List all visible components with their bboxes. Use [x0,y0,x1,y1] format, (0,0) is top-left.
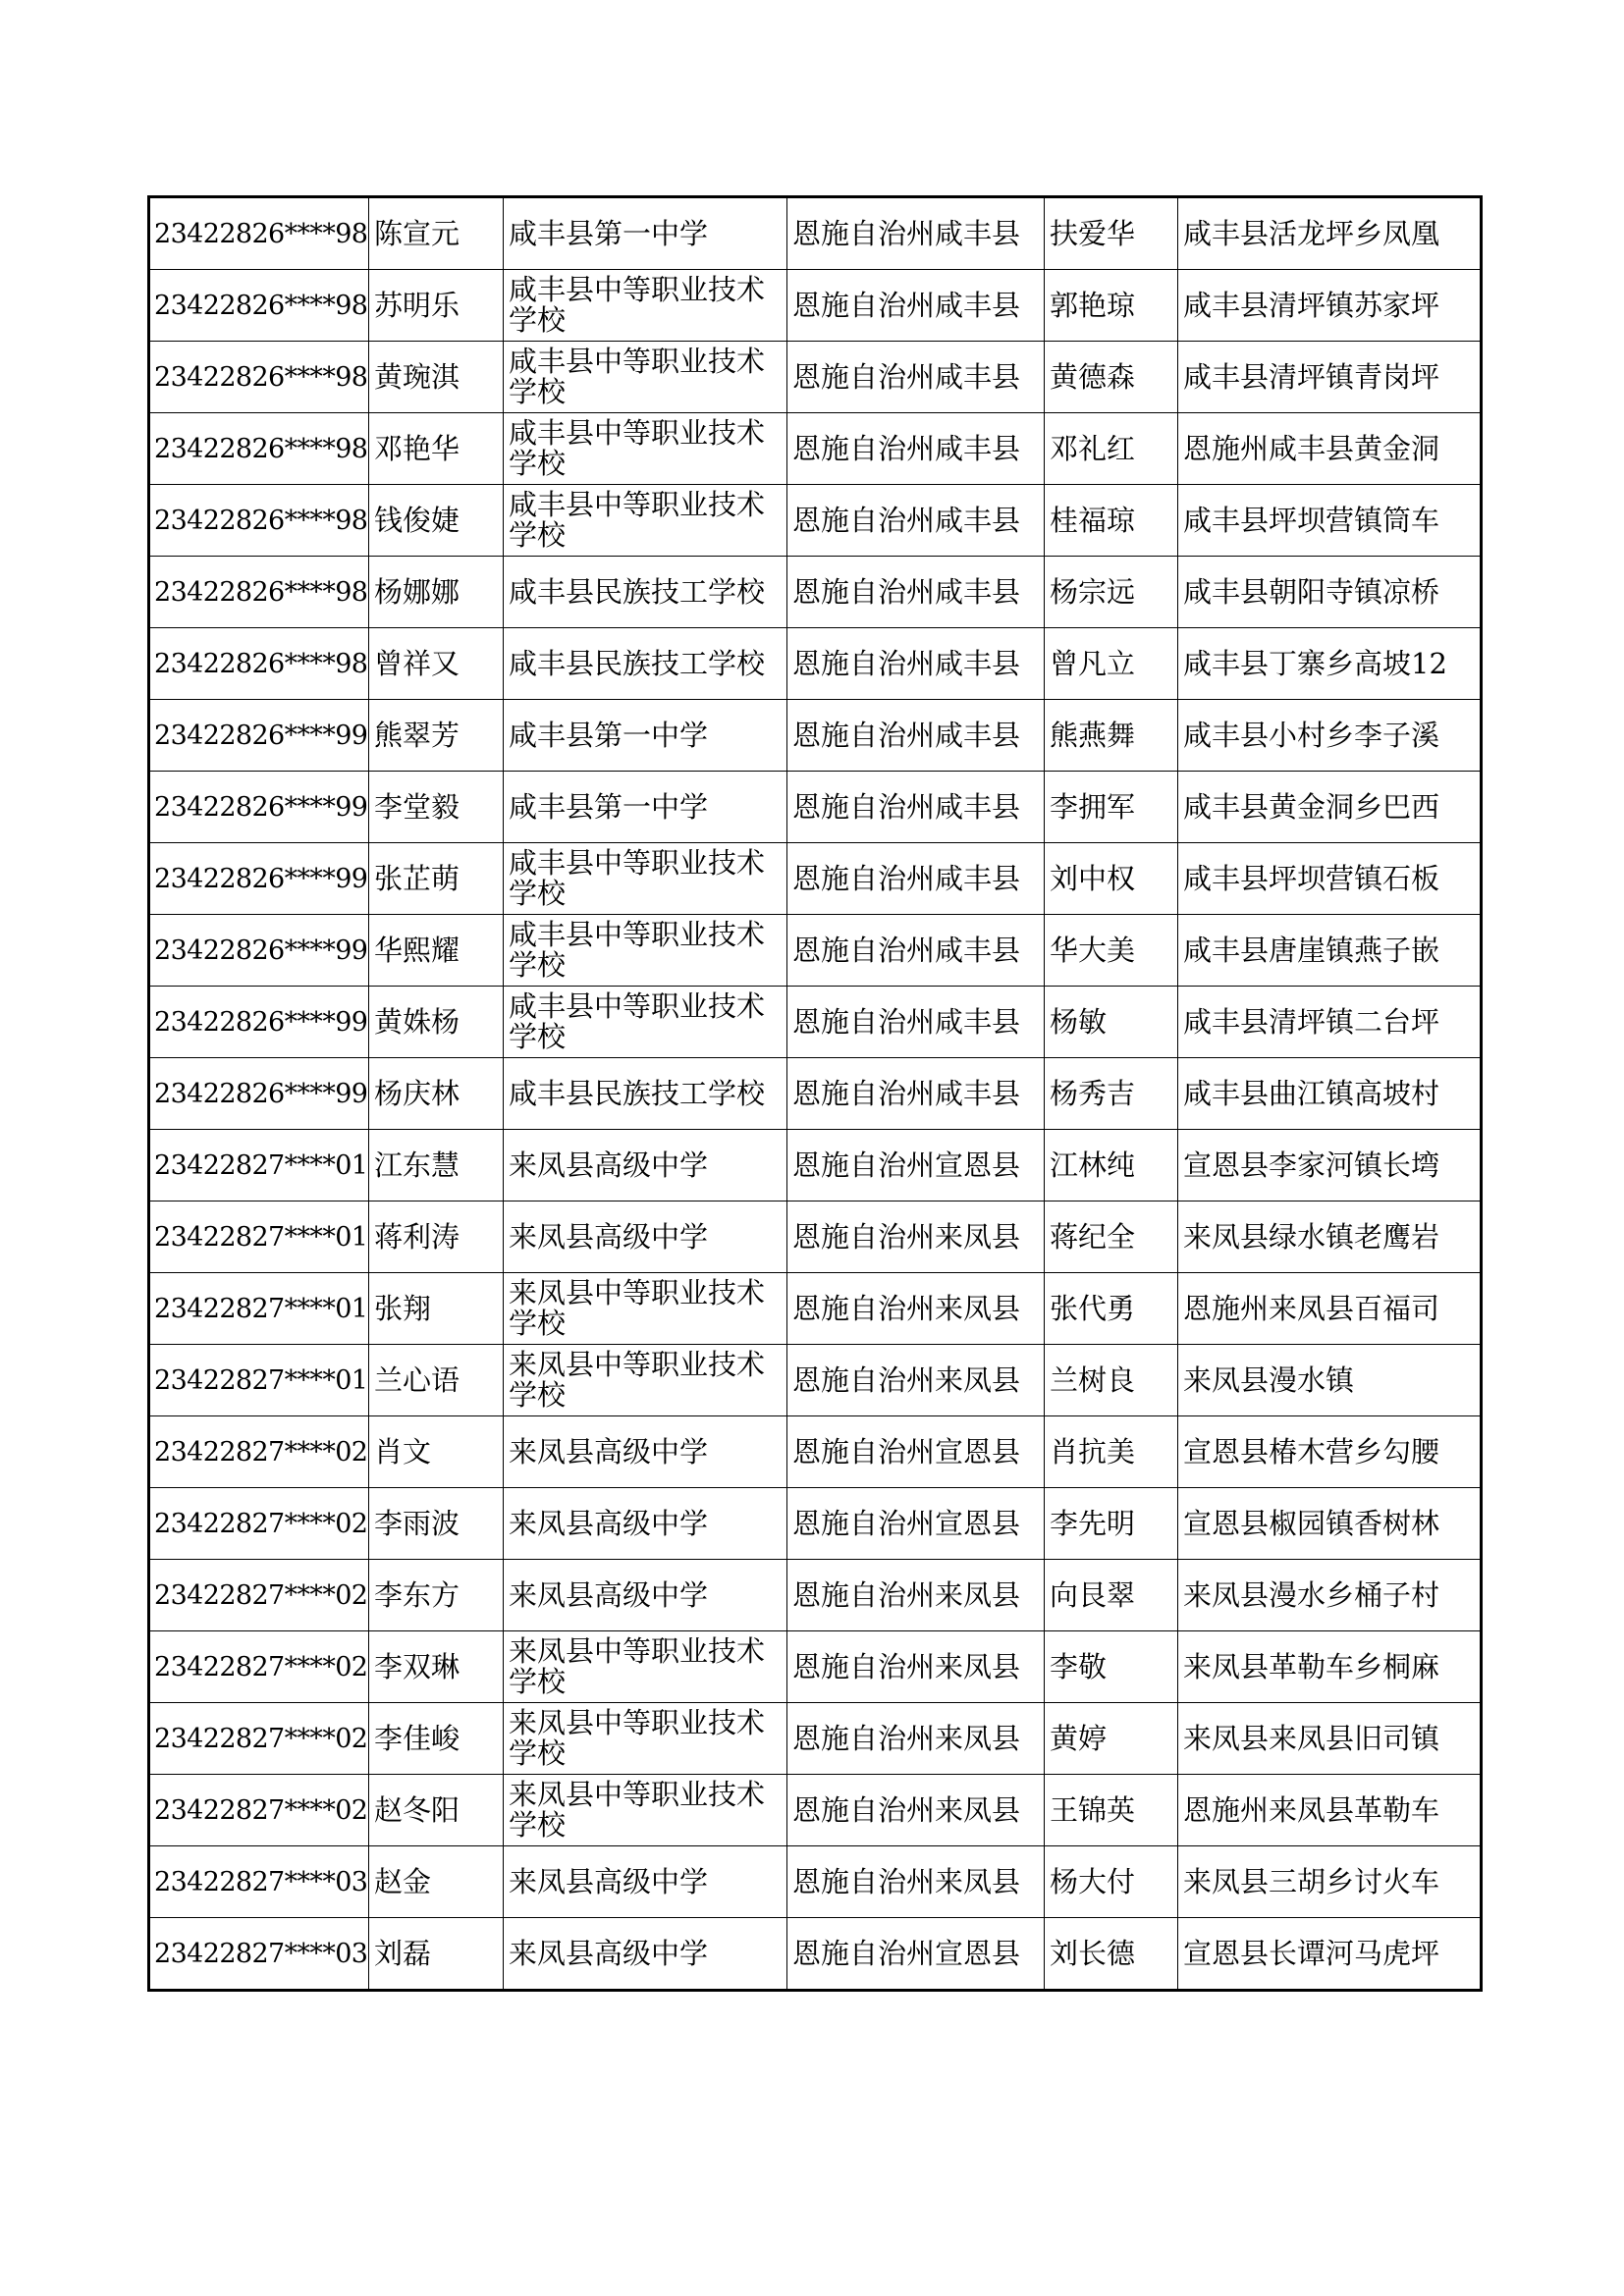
student-name-cell: 钱俊婕 [369,485,504,557]
student-id-cell: 23422826****98 [149,197,369,270]
residence-region-cell: 恩施自治州咸丰县 [787,485,1045,557]
school-cell: 来凤县高级中学 [504,1560,787,1631]
guardian-name-cell: 曾凡立 [1045,628,1178,700]
school-cell: 来凤县高级中学 [504,1130,787,1201]
school-cell: 来凤县中等职业技术学校 [504,1345,787,1416]
student-name-cell: 李双琳 [369,1631,504,1703]
school-cell: 咸丰县中等职业技术学校 [504,843,787,915]
student-name-cell: 蒋利涛 [369,1201,504,1273]
residence-region-cell: 恩施自治州宣恩县 [787,1130,1045,1201]
student-name-cell: 曾祥又 [369,628,504,700]
address-cell: 来凤县三胡乡讨火车 [1178,1846,1482,1918]
table-row [149,1201,1482,1273]
residence-region-cell: 恩施自治州咸丰县 [787,1058,1045,1130]
guardian-name-cell: 刘中权 [1045,843,1178,915]
school-cell: 咸丰县民族技工学校 [504,1058,787,1130]
address-cell: 咸丰县清坪镇苏家坪 [1178,270,1482,342]
residence-region-cell: 恩施自治州咸丰县 [787,270,1045,342]
residence-region-cell: 恩施自治州咸丰县 [787,843,1045,915]
guardian-name-cell: 黄婷 [1045,1703,1178,1775]
address-cell: 咸丰县丁寨乡高坡12 [1178,628,1482,700]
table-row [149,1130,1482,1201]
table-row [149,1488,1482,1560]
guardian-name-cell: 李先明 [1045,1488,1178,1560]
student-name-cell: 张芷萌 [369,843,504,915]
address-cell: 来凤县来凤县旧司镇 [1178,1703,1482,1775]
school-cell: 来凤县中等职业技术学校 [504,1703,787,1775]
school-cell: 咸丰县第一中学 [504,197,787,270]
residence-region-cell: 恩施自治州咸丰县 [787,628,1045,700]
student-name-cell: 李佳峻 [369,1703,504,1775]
address-cell: 恩施州来凤县百福司 [1178,1273,1482,1345]
guardian-name-cell: 兰树良 [1045,1345,1178,1416]
guardian-name-cell: 扶爱华 [1045,197,1178,270]
table-row [149,1631,1482,1703]
address-cell: 咸丰县黄金洞乡巴西 [1178,772,1482,843]
residence-region-cell: 恩施自治州来凤县 [787,1273,1045,1345]
school-cell: 来凤县高级中学 [504,1488,787,1560]
address-cell: 咸丰县活龙坪乡凤凰 [1178,197,1482,270]
student-id-cell: 23422827****01 [149,1201,369,1273]
student-id-cell: 23422826****99 [149,843,369,915]
table-row [149,915,1482,987]
address-cell: 咸丰县坪坝营镇石板 [1178,843,1482,915]
guardian-name-cell: 李拥军 [1045,772,1178,843]
school-cell: 咸丰县第一中学 [504,700,787,772]
student-name-cell: 李堂毅 [369,772,504,843]
table-row [149,843,1482,915]
residence-region-cell: 恩施自治州来凤县 [787,1631,1045,1703]
student-name-cell: 赵冬阳 [369,1775,504,1846]
school-cell: 来凤县高级中学 [504,1918,787,1991]
student-id-cell: 23422826****98 [149,270,369,342]
guardian-name-cell: 李敬 [1045,1631,1178,1703]
guardian-name-cell: 向艮翠 [1045,1560,1178,1631]
student-id-cell: 23422826****99 [149,987,369,1058]
student-id-cell: 23422826****99 [149,1058,369,1130]
guardian-name-cell: 杨敏 [1045,987,1178,1058]
residence-region-cell: 恩施自治州咸丰县 [787,915,1045,987]
student-id-cell: 23422826****98 [149,557,369,628]
school-cell: 来凤县高级中学 [504,1846,787,1918]
school-cell: 咸丰县民族技工学校 [504,557,787,628]
guardian-name-cell: 蒋纪全 [1045,1201,1178,1273]
table-row [149,197,1482,270]
residence-region-cell: 恩施自治州宣恩县 [787,1416,1045,1488]
student-name-cell: 江东慧 [369,1130,504,1201]
table-row [149,772,1482,843]
address-cell: 咸丰县清坪镇青岗坪 [1178,342,1482,413]
school-cell: 咸丰县中等职业技术学校 [504,413,787,485]
student-id-cell: 23422827****02 [149,1416,369,1488]
table-row [149,1416,1482,1488]
residence-region-cell: 恩施自治州来凤县 [787,1345,1045,1416]
school-cell: 咸丰县中等职业技术学校 [504,987,787,1058]
student-id-cell: 23422827****02 [149,1775,369,1846]
table-row [149,557,1482,628]
school-cell: 咸丰县民族技工学校 [504,628,787,700]
student-id-cell: 23422827****03 [149,1846,369,1918]
guardian-name-cell: 邓礼红 [1045,413,1178,485]
guardian-name-cell: 江林纯 [1045,1130,1178,1201]
student-name-cell: 华熙耀 [369,915,504,987]
guardian-name-cell: 熊燕舞 [1045,700,1178,772]
student-name-cell: 兰心语 [369,1345,504,1416]
residence-region-cell: 恩施自治州来凤县 [787,1846,1045,1918]
roster-table [147,195,1483,1992]
residence-region-cell: 恩施自治州来凤县 [787,1775,1045,1846]
guardian-name-cell: 黄德森 [1045,342,1178,413]
student-id-cell: 23422826****98 [149,628,369,700]
student-id-cell: 23422827****02 [149,1703,369,1775]
address-cell: 恩施州咸丰县黄金洞 [1178,413,1482,485]
table-row [149,1775,1482,1846]
table-row [149,1703,1482,1775]
address-cell: 宣恩县椿木营乡勾腰 [1178,1416,1482,1488]
guardian-name-cell: 肖抗美 [1045,1416,1178,1488]
address-cell: 咸丰县小村乡李子溪 [1178,700,1482,772]
student-id-cell: 23422827****02 [149,1560,369,1631]
table-row [149,700,1482,772]
student-name-cell: 刘磊 [369,1918,504,1991]
student-id-cell: 23422827****01 [149,1345,369,1416]
student-name-cell: 邓艳华 [369,413,504,485]
table-row [149,1058,1482,1130]
school-cell: 咸丰县第一中学 [504,772,787,843]
guardian-name-cell: 刘长德 [1045,1918,1178,1991]
school-cell: 来凤县中等职业技术学校 [504,1273,787,1345]
guardian-name-cell: 桂福琼 [1045,485,1178,557]
residence-region-cell: 恩施自治州咸丰县 [787,700,1045,772]
address-cell: 宣恩县李家河镇长塆 [1178,1130,1482,1201]
table-row [149,1846,1482,1918]
address-cell: 来凤县绿水镇老鹰岩 [1178,1201,1482,1273]
student-id-cell: 23422827****02 [149,1488,369,1560]
table-row [149,485,1482,557]
student-name-cell: 杨庆林 [369,1058,504,1130]
address-cell: 咸丰县曲江镇高坡村 [1178,1058,1482,1130]
residence-region-cell: 恩施自治州咸丰县 [787,197,1045,270]
residence-region-cell: 恩施自治州咸丰县 [787,557,1045,628]
residence-region-cell: 恩施自治州来凤县 [787,1560,1045,1631]
residence-region-cell: 恩施自治州咸丰县 [787,342,1045,413]
residence-region-cell: 恩施自治州咸丰县 [787,413,1045,485]
student-name-cell: 苏明乐 [369,270,504,342]
guardian-name-cell: 杨秀吉 [1045,1058,1178,1130]
school-cell: 来凤县高级中学 [504,1201,787,1273]
guardian-name-cell: 郭艳琼 [1045,270,1178,342]
student-id-cell: 23422826****98 [149,413,369,485]
student-id-cell: 23422826****98 [149,342,369,413]
table-row [149,413,1482,485]
address-cell: 宣恩县椒园镇香树林 [1178,1488,1482,1560]
address-cell: 恩施州来凤县革勒车 [1178,1775,1482,1846]
student-name-cell: 熊翠芳 [369,700,504,772]
address-cell: 咸丰县清坪镇二台坪 [1178,987,1482,1058]
residence-region-cell: 恩施自治州宣恩县 [787,1488,1045,1560]
student-name-cell: 杨娜娜 [369,557,504,628]
school-cell: 来凤县中等职业技术学校 [504,1631,787,1703]
student-id-cell: 23422826****99 [149,915,369,987]
address-cell: 来凤县革勒车乡桐麻 [1178,1631,1482,1703]
table-row [149,628,1482,700]
student-id-cell: 23422827****01 [149,1273,369,1345]
student-id-cell: 23422826****98 [149,485,369,557]
student-id-cell: 23422827****01 [149,1130,369,1201]
student-id-cell: 23422826****99 [149,700,369,772]
student-name-cell: 赵金 [369,1846,504,1918]
guardian-name-cell: 张代勇 [1045,1273,1178,1345]
address-cell: 咸丰县坪坝营镇筒车 [1178,485,1482,557]
residence-region-cell: 恩施自治州咸丰县 [787,772,1045,843]
student-name-cell: 李东方 [369,1560,504,1631]
table-row [149,1918,1482,1991]
guardian-name-cell: 王锦英 [1045,1775,1178,1846]
table-row [149,987,1482,1058]
school-cell: 咸丰县中等职业技术学校 [504,915,787,987]
student-name-cell: 张翔 [369,1273,504,1345]
table-row [149,1345,1482,1416]
residence-region-cell: 恩施自治州来凤县 [787,1703,1045,1775]
address-cell: 咸丰县朝阳寺镇凉桥 [1178,557,1482,628]
address-cell: 来凤县漫水镇 [1178,1345,1482,1416]
roster-table-body [149,197,1482,1991]
address-cell: 来凤县漫水乡桶子村 [1178,1560,1482,1631]
student-name-cell: 陈宣元 [369,197,504,270]
student-name-cell: 李雨波 [369,1488,504,1560]
school-cell: 来凤县中等职业技术学校 [504,1775,787,1846]
residence-region-cell: 恩施自治州来凤县 [787,1201,1045,1273]
student-id-cell: 23422827****02 [149,1631,369,1703]
student-id-cell: 23422827****03 [149,1918,369,1991]
table-row [149,1560,1482,1631]
school-cell: 咸丰县中等职业技术学校 [504,270,787,342]
student-name-cell: 黄姝杨 [369,987,504,1058]
school-cell: 咸丰县中等职业技术学校 [504,342,787,413]
residence-region-cell: 恩施自治州宣恩县 [787,1918,1045,1991]
address-cell: 宣恩县长谭河马虎坪 [1178,1918,1482,1991]
table-row [149,270,1482,342]
residence-region-cell: 恩施自治州咸丰县 [787,987,1045,1058]
student-id-cell: 23422826****99 [149,772,369,843]
table-row [149,1273,1482,1345]
student-name-cell: 肖文 [369,1416,504,1488]
guardian-name-cell: 华大美 [1045,915,1178,987]
address-cell: 咸丰县唐崖镇燕子嵌 [1178,915,1482,987]
table-row [149,342,1482,413]
guardian-name-cell: 杨大付 [1045,1846,1178,1918]
school-cell: 咸丰县中等职业技术学校 [504,485,787,557]
school-cell: 来凤县高级中学 [504,1416,787,1488]
guardian-name-cell: 杨宗远 [1045,557,1178,628]
student-name-cell: 黄琬淇 [369,342,504,413]
